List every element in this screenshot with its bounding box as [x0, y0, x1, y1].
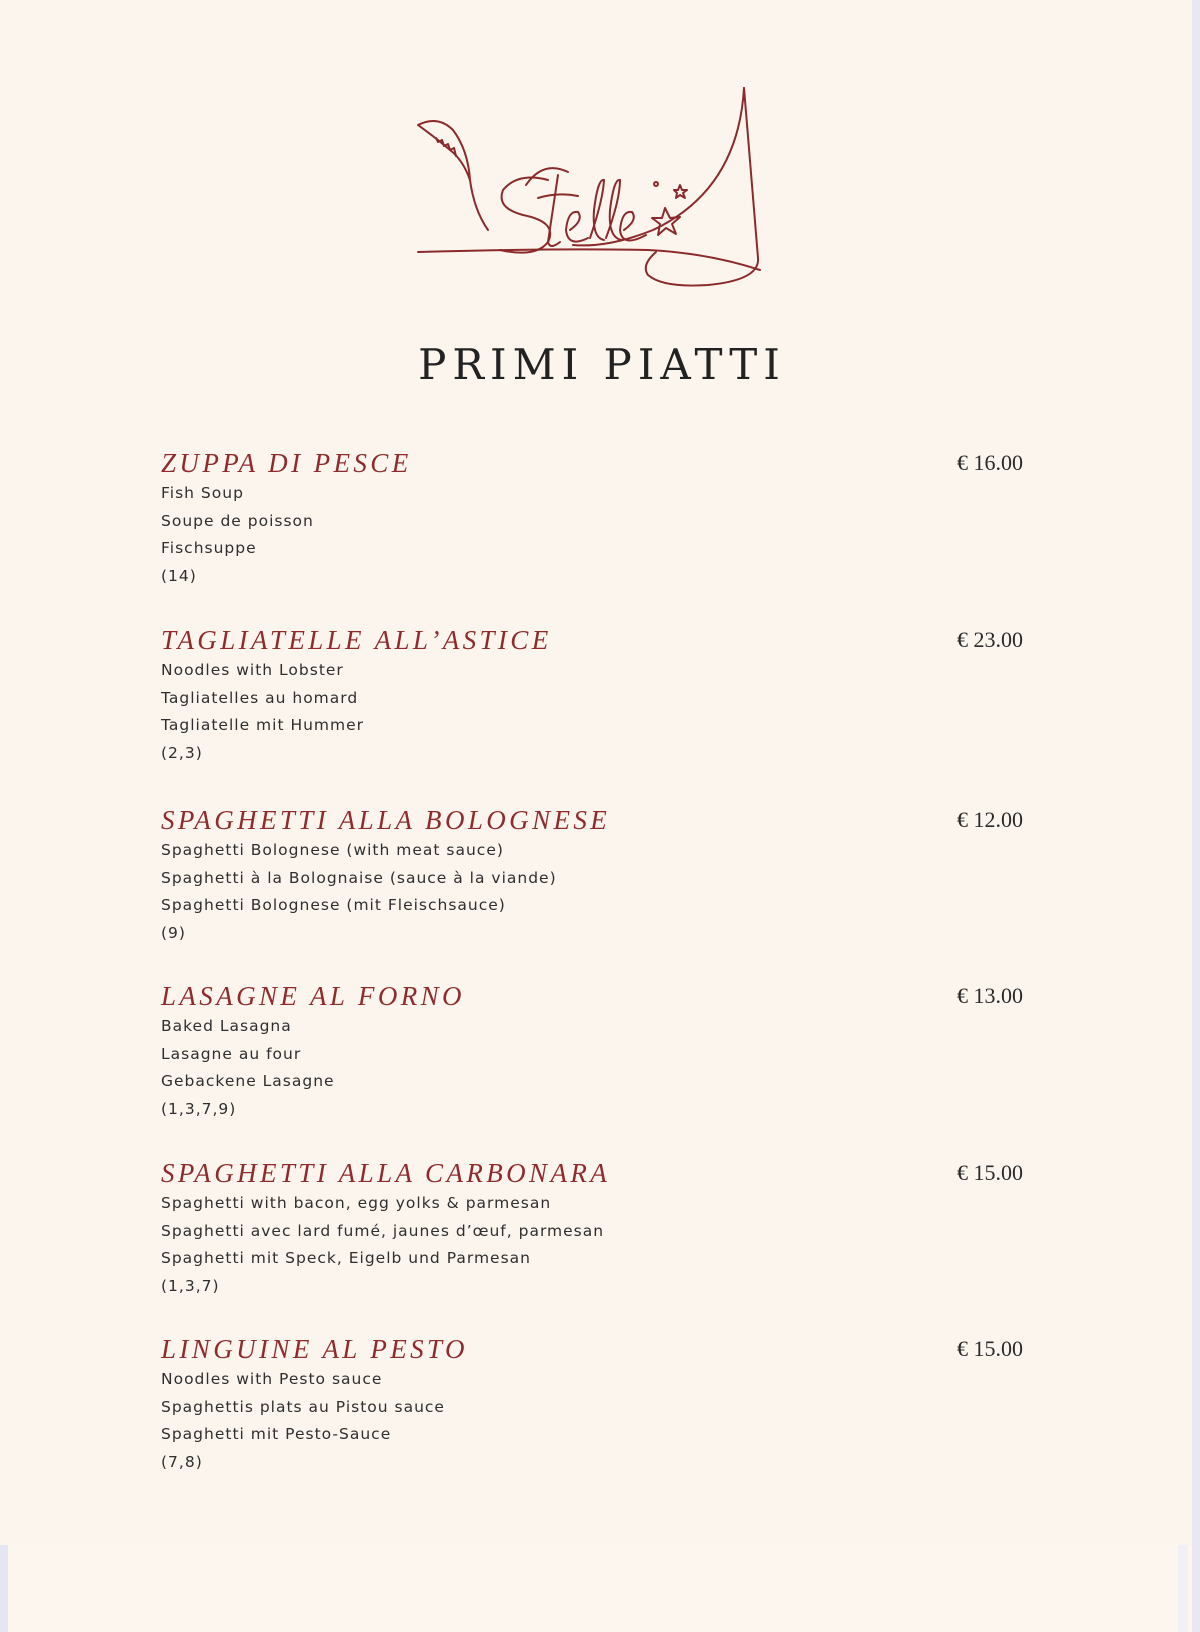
dish-price: € 23.00	[957, 627, 1023, 652]
description-line: Lasagne au four	[161, 1044, 302, 1063]
page-edge	[1192, 0, 1200, 1632]
dish-description	[161, 1366, 1023, 1476]
dish-description	[161, 1013, 1023, 1123]
description-line: Noodles with Lobster	[161, 661, 344, 679]
allergen-codes: (1,3,7)	[161, 1276, 220, 1295]
description-line: Spaghetti mit Pesto-Sauce	[161, 1425, 392, 1443]
menu-item	[161, 805, 1023, 963]
allergen-codes: (14)	[161, 566, 197, 585]
menu-item	[161, 448, 1023, 606]
allergen-codes: (2,3)	[161, 743, 203, 762]
description-line: Fish Soup	[161, 484, 244, 502]
dish-name: LASAGNE AL FORNO	[161, 981, 465, 1011]
description-line: Fischsuppe	[161, 539, 257, 557]
dish-description	[161, 1190, 1023, 1300]
dish-price: € 15.00	[957, 1336, 1023, 1361]
page-title: PRIMI PIATTI	[418, 340, 786, 389]
menu-item	[161, 1158, 1023, 1316]
dish-name: TAGLIATELLE ALL’ASTICE	[161, 625, 552, 655]
description-line: Baked Lasagna	[161, 1017, 292, 1035]
dish-name: SPAGHETTI ALLA CARBONARA	[161, 1158, 611, 1188]
description-line: Spaghetti mit Speck, Eigelb und Parmesan	[161, 1249, 531, 1267]
next-page-edge	[0, 1545, 1192, 1632]
dish-description	[161, 837, 1023, 947]
description-line: Spaghetti Bolognese (mit Fleischsauce)	[161, 896, 506, 914]
dish-price: € 16.00	[957, 450, 1023, 475]
dish-price: € 13.00	[957, 983, 1023, 1008]
description-line: Tagliatelles au homard	[161, 688, 359, 707]
dish-price: € 12.00	[957, 807, 1023, 832]
menu-item	[161, 981, 1023, 1139]
menu-item	[161, 625, 1023, 783]
description-line: Spaghetti Bolognese (with meat sauce)	[161, 841, 504, 859]
dish-description	[161, 657, 1023, 767]
stelle-logo	[408, 80, 773, 305]
description-line: Spaghetti avec lard fumé, jaunes d’œuf, parmesan	[161, 1221, 605, 1240]
description-line: Tagliatelle mit Hummer	[161, 716, 365, 734]
description-line: Spaghettis plats au Pistou sauce	[161, 1397, 445, 1416]
allergen-codes: (9)	[161, 923, 186, 942]
dish-name: LINGUINE AL PESTO	[161, 1334, 468, 1364]
allergen-codes: (1,3,7,9)	[161, 1099, 237, 1118]
description-line: Gebackene Lasagne	[161, 1072, 335, 1090]
description-line: Spaghetti with bacon, egg yolks & parmesan	[161, 1194, 552, 1212]
dish-description	[161, 480, 1023, 590]
dish-name: ZUPPA DI PESCE	[161, 448, 412, 478]
dish-name: SPAGHETTI ALLA BOLOGNESE	[161, 805, 611, 835]
description-line: Spaghetti à la Bolognaise (sauce à la viande)	[161, 868, 557, 887]
description-line: Noodles with Pesto sauce	[161, 1370, 383, 1388]
dish-price: € 15.00	[957, 1160, 1023, 1185]
menu-item	[161, 1334, 1023, 1492]
description-line: Soupe de poisson	[161, 511, 314, 530]
allergen-codes: (7,8)	[161, 1452, 203, 1471]
